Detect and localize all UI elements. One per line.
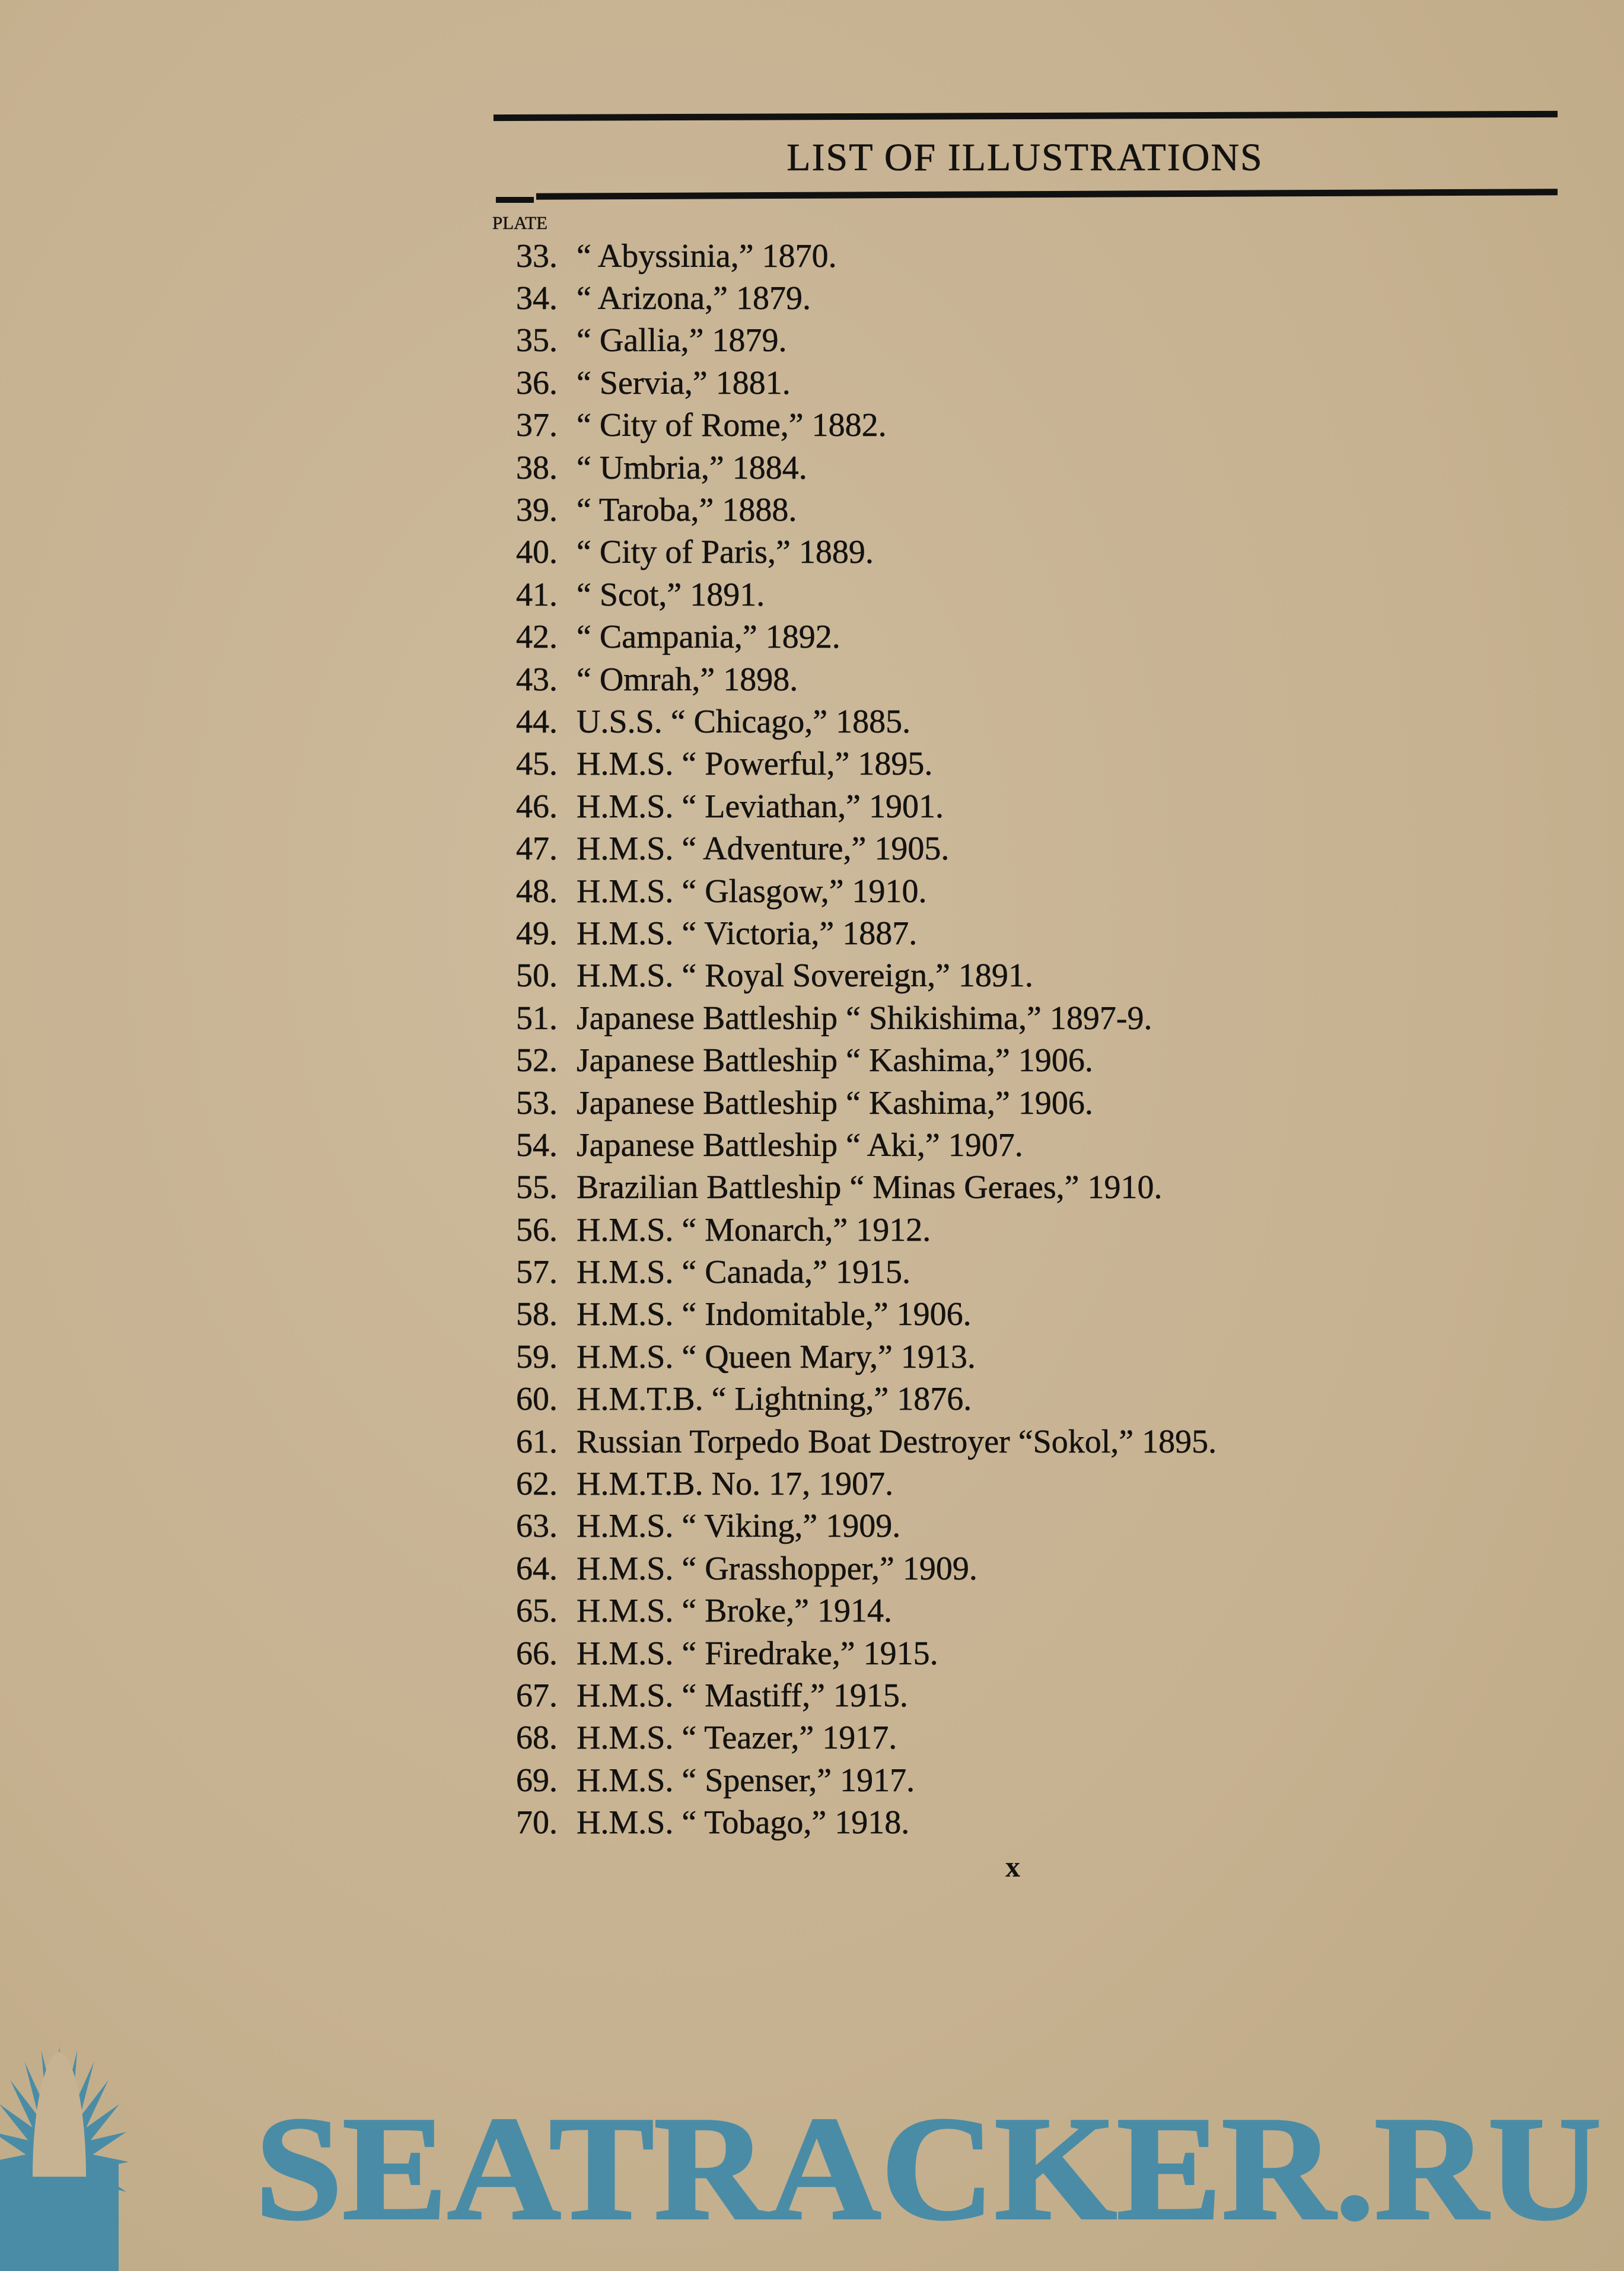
plate-number: 41. <box>516 576 558 613</box>
illustration-title: “ City of Paris,” 1889. <box>577 534 874 571</box>
page-number: x <box>1005 1850 1020 1883</box>
plate-number: 66. <box>516 1635 558 1672</box>
illustration-title: H.M.T.B. “ Lightning,” 1876. <box>577 1381 972 1418</box>
illustration-title: “ Arizona,” 1879. <box>577 280 811 317</box>
plate-number: 44. <box>516 703 558 740</box>
plate-number: 34. <box>516 280 558 317</box>
plate-number: 37. <box>516 407 558 444</box>
illustration-title: H.M.S. “ Tobago,” 1918. <box>577 1804 910 1842</box>
plate-number: 67. <box>516 1677 558 1714</box>
illustration-title: “ Umbria,” 1884. <box>577 449 807 486</box>
list-item <box>492 1336 1217 1378</box>
list-item <box>492 1632 1217 1674</box>
illustration-title: H.M.S. “ Mastiff,” 1915. <box>577 1677 908 1714</box>
list-item <box>492 362 1217 404</box>
plate-number: 33. <box>516 237 558 275</box>
plate-number: 64. <box>516 1550 558 1587</box>
list-item <box>492 1082 1217 1124</box>
list-item <box>492 658 1217 700</box>
seatracker-watermark <box>0 2028 1624 2271</box>
illustration-title: Japanese Battleship “ Aki,” 1907. <box>577 1126 1023 1164</box>
plate-number: 69. <box>516 1762 558 1799</box>
illustration-title: “ Gallia,” 1879. <box>577 322 787 359</box>
plate-number: 56. <box>516 1211 558 1248</box>
illustration-title: H.M.T.B. No. 17, 1907. <box>577 1466 894 1503</box>
illustration-title: “ Scot,” 1891. <box>577 576 765 613</box>
illustration-title: H.M.S. “ Canada,” 1915. <box>577 1254 911 1291</box>
illustration-title: U.S.S. “ Chicago,” 1885. <box>577 703 911 740</box>
list-item <box>492 531 1217 574</box>
plate-number: 45. <box>516 746 558 783</box>
plate-number: 50. <box>516 957 558 995</box>
illustration-title: Japanese Battleship “ Kashima,” 1906. <box>577 1084 1093 1122</box>
list-item <box>492 489 1217 531</box>
list-item <box>492 1674 1217 1716</box>
illustration-title: H.M.S. “ Glasgow,” 1910. <box>577 872 927 910</box>
watermark-text: SEATRACKER.RU <box>255 2087 1601 2251</box>
plate-number: 63. <box>516 1508 558 1545</box>
illustration-title: “ City of Rome,” 1882. <box>577 407 887 444</box>
illustration-title: H.M.S. “ Leviathan,” 1901. <box>577 788 944 825</box>
illustration-title: H.M.S. “ Grasshopper,” 1909. <box>577 1550 977 1587</box>
plate-number: 48. <box>516 872 558 910</box>
illustration-title: H.M.S. “ Firedrake,” 1915. <box>577 1635 938 1672</box>
list-item <box>492 1251 1217 1293</box>
plate-number: 58. <box>516 1296 558 1333</box>
page-title: LIST OF ILLUSTRATIONS <box>786 136 1263 179</box>
list-item <box>492 404 1217 447</box>
header-rule-short <box>496 197 534 203</box>
list-item <box>492 912 1217 954</box>
illustration-title: H.M.S. “ Spenser,” 1917. <box>577 1762 915 1799</box>
list-item <box>492 1209 1217 1251</box>
plate-number: 59. <box>516 1338 558 1375</box>
plate-number: 47. <box>516 830 558 868</box>
illustration-title: Japanese Battleship “ Kashima,” 1906. <box>577 1042 1093 1079</box>
list-item <box>492 743 1217 785</box>
plate-number: 54. <box>516 1126 558 1164</box>
list-item <box>492 827 1217 869</box>
list-item <box>492 277 1217 319</box>
plate-number: 55. <box>516 1169 558 1206</box>
illustration-title: H.M.S. “ Powerful,” 1895. <box>577 746 933 783</box>
list-item <box>492 1294 1217 1336</box>
plate-number: 68. <box>516 1719 558 1757</box>
illustration-title: H.M.S. “ Queen Mary,” 1913. <box>577 1338 976 1375</box>
list-item <box>492 1167 1217 1209</box>
plate-number: 53. <box>516 1084 558 1122</box>
plate-number: 61. <box>516 1423 558 1460</box>
list-item <box>492 1717 1217 1759</box>
illustration-title: “ Abyssinia,” 1870. <box>577 237 837 275</box>
plate-number: 36. <box>516 364 558 402</box>
list-item <box>492 235 1217 277</box>
plate-column-label: PLATE <box>492 212 547 233</box>
illustration-title: H.M.S. “ Indomitable,” 1906. <box>577 1296 972 1333</box>
list-item <box>492 1590 1217 1632</box>
plate-number: 35. <box>516 322 558 359</box>
list-item <box>492 1420 1217 1463</box>
illustration-title: “ Campania,” 1892. <box>577 619 840 656</box>
list-item <box>492 785 1217 827</box>
plate-number: 62. <box>516 1466 558 1503</box>
list-item <box>492 447 1217 489</box>
plate-number: 38. <box>516 449 558 486</box>
illustration-title: H.M.S. “ Victoria,” 1887. <box>577 915 918 952</box>
illustration-title: H.M.S. “ Royal Sovereign,” 1891. <box>577 957 1033 995</box>
illustration-title: “ Taroba,” 1888. <box>577 492 797 529</box>
plate-number: 39. <box>516 492 558 529</box>
list-item <box>492 1378 1217 1420</box>
plate-number: 60. <box>516 1381 558 1418</box>
list-item <box>492 997 1217 1039</box>
plate-number: 51. <box>516 999 558 1037</box>
illustration-title: Russian Torpedo Boat Destroyer “Sokol,” 1895. <box>577 1423 1217 1460</box>
list-item <box>492 1759 1217 1801</box>
illustration-title: “ Servia,” 1881. <box>577 364 791 402</box>
plate-number: 43. <box>516 661 558 698</box>
plate-number: 46. <box>516 788 558 825</box>
illustration-title: H.M.S. “ Adventure,” 1905. <box>577 830 950 868</box>
illustration-title: H.M.S. “ Broke,” 1914. <box>577 1592 892 1630</box>
header-rule <box>536 189 1558 200</box>
list-item <box>492 1463 1217 1505</box>
list-item <box>492 1124 1217 1166</box>
list-item <box>492 574 1217 616</box>
list-item <box>492 955 1217 997</box>
list-item <box>492 1547 1217 1590</box>
plate-number: 49. <box>516 915 558 952</box>
sun-logo-icon <box>0 2046 129 2271</box>
plate-number: 57. <box>516 1254 558 1291</box>
illustrations-list <box>492 235 1217 1844</box>
illustration-title: Japanese Battleship “ Shikishima,” 1897-9. <box>577 999 1152 1037</box>
plate-number: 70. <box>516 1804 558 1842</box>
plate-number: 40. <box>516 534 558 571</box>
list-item <box>492 700 1217 743</box>
illustration-title: H.M.S. “ Teazer,” 1917. <box>577 1719 897 1757</box>
plate-number: 65. <box>516 1592 558 1630</box>
list-item <box>492 1039 1217 1081</box>
illustration-title: H.M.S. “ Monarch,” 1912. <box>577 1211 931 1248</box>
list-item <box>492 1801 1217 1843</box>
top-rule <box>493 111 1558 121</box>
list-item <box>492 1505 1217 1547</box>
illustration-title: “ Omrah,” 1898. <box>577 661 798 698</box>
illustration-title: Brazilian Battleship “ Minas Geraes,” 1910. <box>577 1169 1163 1206</box>
plate-number: 52. <box>516 1042 558 1079</box>
list-item <box>492 320 1217 362</box>
illustration-title: H.M.S. “ Viking,” 1909. <box>577 1508 901 1545</box>
list-item <box>492 870 1217 912</box>
list-item <box>492 616 1217 658</box>
plate-number: 42. <box>516 619 558 656</box>
